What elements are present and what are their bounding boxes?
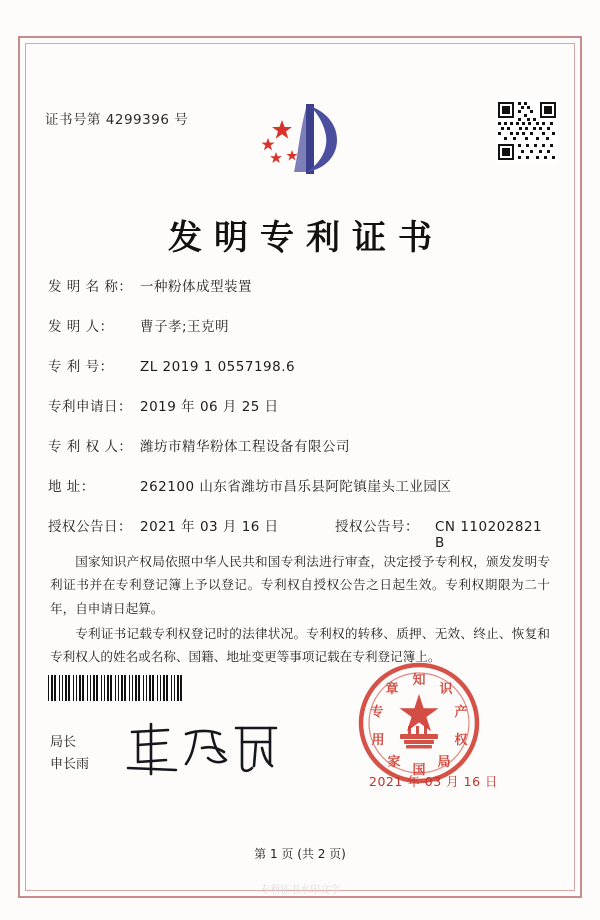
field-value-patentee: 潍坊市精华粉体工程设备有限公司 xyxy=(140,439,350,455)
field-value-patent-no: ZL 2019 1 0557198.6 xyxy=(140,359,296,375)
field-value-grant-date: 2021 年 03 月 16 日 xyxy=(140,519,279,535)
red-official-seal-icon xyxy=(356,660,482,786)
page-number: 第 1 页 (共 2 页) xyxy=(254,847,346,861)
field-value-invention-name: 一种粉体成型装置 xyxy=(140,279,252,295)
director-name: 申长雨 xyxy=(50,757,90,773)
field-label-patentee: 专 利 权 人： xyxy=(48,439,133,455)
svg-text:知: 知 xyxy=(412,673,426,688)
qr-code-icon xyxy=(496,100,558,162)
legal-text xyxy=(50,550,550,670)
svg-text:章: 章 xyxy=(385,682,399,697)
legal-paragraph-2: 专利证书记载专利权登记时的法律状况。专利权的转移、质押、无效、终止、恢复和专利权人的姓名或名称、国籍、地址变更等事项记载在专利登记簿上。 xyxy=(50,625,550,665)
barcode-icon xyxy=(48,675,183,701)
field-list xyxy=(48,275,552,571)
field-row xyxy=(48,355,552,375)
field-value-grant-no: CN 110202821 B xyxy=(435,519,543,551)
field-label-invention-name: 发 明 名 称： xyxy=(48,279,133,295)
field-row xyxy=(48,395,552,415)
svg-text:国: 国 xyxy=(412,763,426,778)
cnipa-logo-icon xyxy=(254,98,346,180)
legal-paragraph-1: 国家知识产权局依照中华人民共和国专利法进行审查，决定授予专利权，颁发发明专利证书并在专利登记簿上予以登记。专利权自授权公告之日起生效。专利权期限为二十年，自申请日起算。 xyxy=(50,554,550,616)
certificate-number: 证书号第 4299396 号 xyxy=(45,112,189,128)
field-label-grant-date: 授权公告日： xyxy=(48,519,132,535)
field-label-grant-no: 授权公告号： xyxy=(335,519,419,535)
svg-text:产: 产 xyxy=(454,705,468,720)
svg-text:家: 家 xyxy=(387,755,401,770)
director-block xyxy=(50,732,89,776)
field-label-patent-no: 专 利 号： xyxy=(48,359,114,375)
seal-date: 2021 年 03 月 16 日 xyxy=(369,774,498,789)
field-row xyxy=(48,275,552,295)
director-title: 局长 xyxy=(50,735,77,750)
svg-text:局: 局 xyxy=(437,755,451,770)
field-row-grant xyxy=(48,515,552,551)
field-value-application-date: 2019 年 06 月 25 日 xyxy=(140,399,279,415)
field-row xyxy=(48,315,552,335)
footer-watermark: 专利证书水印文字 xyxy=(260,885,340,896)
field-label-inventor: 发 明 人： xyxy=(48,319,114,335)
field-row xyxy=(48,475,552,495)
svg-text:专: 专 xyxy=(370,705,384,720)
svg-text:权: 权 xyxy=(454,733,468,748)
page-title: 发明专利证书 xyxy=(168,218,444,258)
svg-text:识: 识 xyxy=(439,682,453,697)
certificate-content xyxy=(40,60,560,896)
handwritten-signature-icon xyxy=(124,718,284,778)
field-label-application-date: 专利申请日： xyxy=(48,399,132,415)
field-label-address: 地 址： xyxy=(48,479,95,495)
svg-text:用: 用 xyxy=(371,733,385,748)
field-value-inventor: 曹子孝;王克明 xyxy=(140,319,230,335)
field-value-address: 262100 山东省潍坊市昌乐县阿陀镇崖头工业园区 xyxy=(140,479,452,495)
field-row xyxy=(48,435,552,455)
